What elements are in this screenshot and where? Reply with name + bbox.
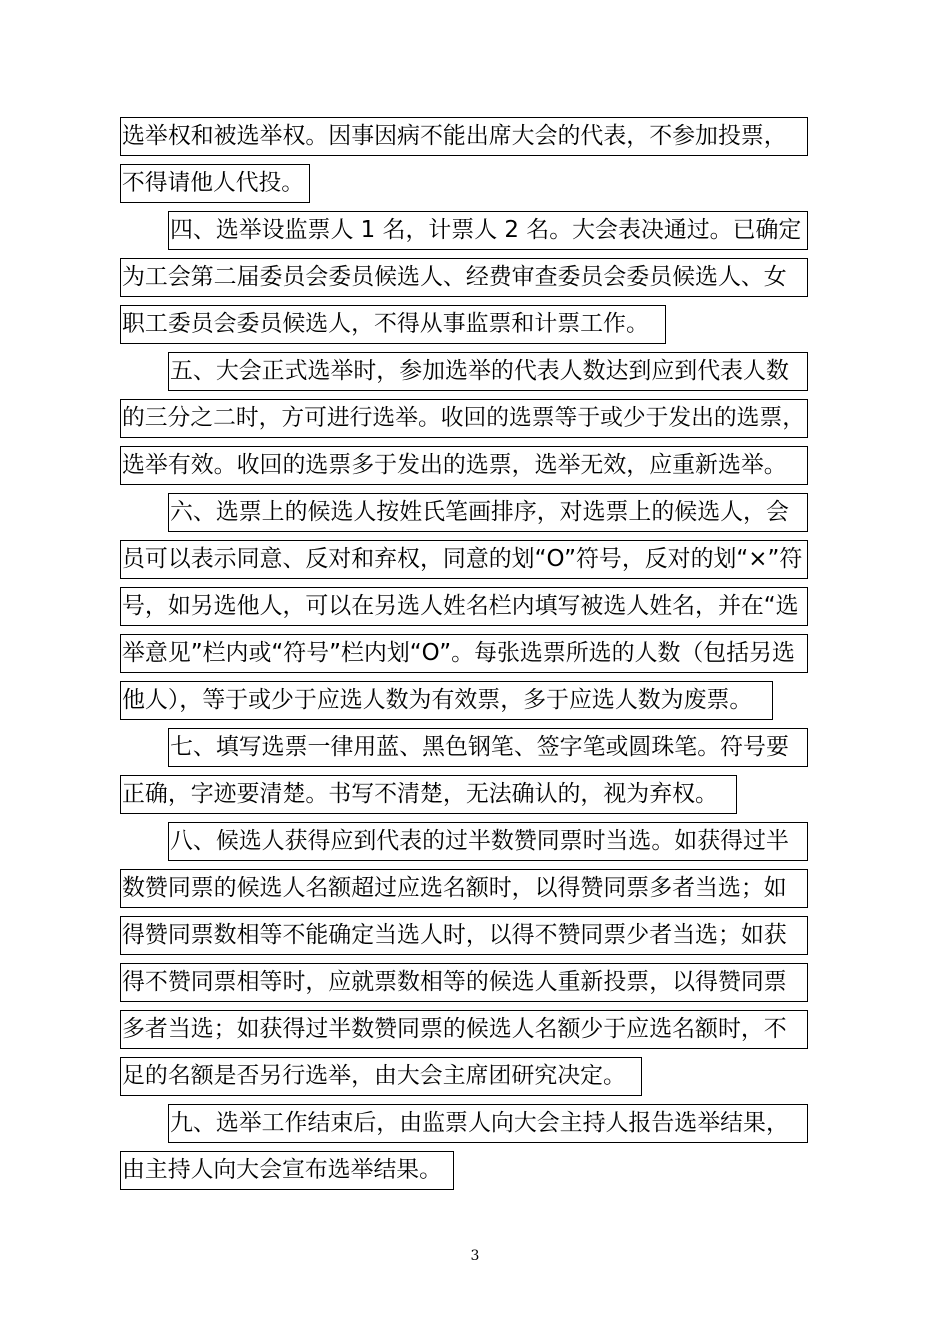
page-number: 3: [470, 1248, 480, 1264]
text-line: 九、选举工作结束后，由监票人向大会主持人报告选举结果，: [168, 1104, 808, 1143]
text-line: 职工委员会委员候选人，不得从事监票和计票工作。: [120, 305, 666, 344]
text-line: 员可以表示同意、反对和弃权，同意的划“O”符号，反对的划“×”符: [120, 540, 808, 579]
text-line: 为工会第二届委员会委员候选人、经费审查委员会委员候选人、女: [120, 258, 808, 297]
text-line: 得不赞同票相等时，应就票数相等的候选人重新投票，以得赞同票: [120, 963, 808, 1002]
text-line: 正确，字迹要清楚。书写不清楚，无法确认的，视为弃权。: [120, 775, 737, 814]
text-line: 号，如另选他人，可以在另选人姓名栏内填写被选人姓名，并在“选: [120, 587, 808, 626]
text-line: 不得请他人代投。: [120, 164, 310, 203]
text-line: 数赞同票的候选人名额超过应选名额时，以得赞同票多者当选；如: [120, 869, 808, 908]
text-line: 举意见”栏内或“符号”栏内划“O”。每张选票所选的人数（包括另选: [120, 634, 808, 673]
text-line: 他人），等于或少于应选人数为有效票，多于应选人数为废票。: [120, 681, 773, 720]
text-line: 选举权和被选举权。因事因病不能出席大会的代表，不参加投票，: [120, 117, 808, 156]
text-line: 八、候选人获得应到代表的过半数赞同票时当选。如获得过半: [168, 822, 808, 861]
text-line: 足的名额是否另行选举，由大会主席团研究决定。: [120, 1057, 642, 1096]
text-line: 六、选票上的候选人按姓氏笔画排序，对选票上的候选人，会: [168, 493, 808, 532]
text-line: 选举有效。收回的选票多于发出的选票，选举无效，应重新选举。: [120, 446, 808, 485]
text-line: 七、填写选票一律用蓝、黑色钢笔、签字笔或圆珠笔。符号要: [168, 728, 808, 767]
text-line: 四、选举设监票人 1 名，计票人 2 名。大会表决通过。已确定: [168, 211, 808, 250]
text-line: 得赞同票数相等不能确定当选人时，以得不赞同票少者当选；如获: [120, 916, 808, 955]
text-line: 由主持人向大会宣布选举结果。: [120, 1151, 454, 1190]
text-line: 多者当选；如获得过半数赞同票的候选人名额少于应选名额时，不: [120, 1010, 808, 1049]
text-line: 的三分之二时，方可进行选举。收回的选票等于或少于发出的选票，: [120, 399, 808, 438]
text-line: 五、大会正式选举时，参加选举的代表人数达到应到代表人数: [168, 352, 808, 391]
